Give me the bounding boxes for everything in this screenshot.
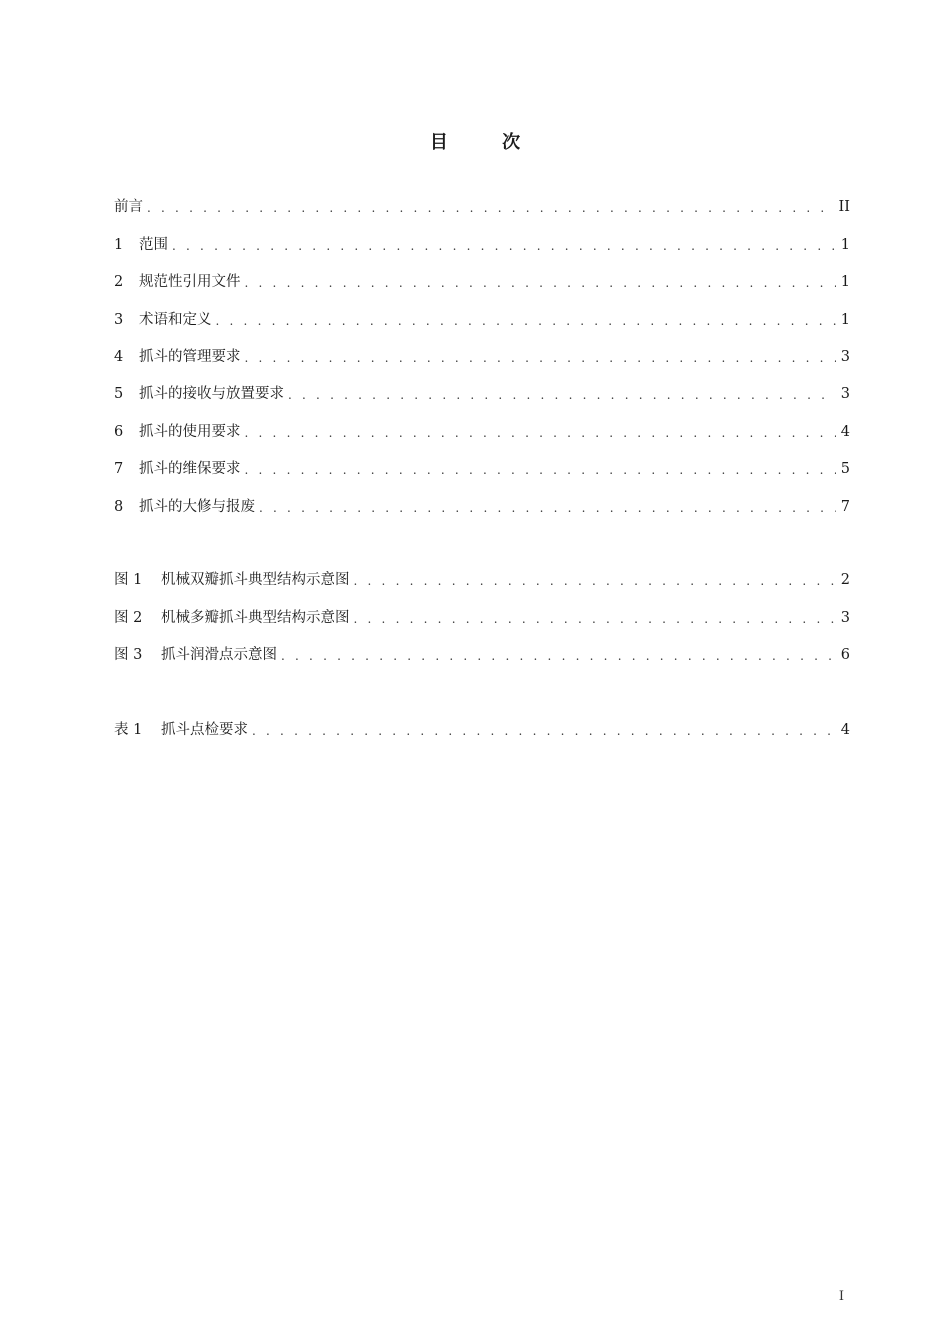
footer-page-number: I (838, 1289, 844, 1304)
toc-leader-dots (172, 237, 836, 255)
toc-entry-page: 3 (840, 386, 850, 403)
toc-entry-page: 6 (840, 647, 850, 664)
toc-title: 目 次 (429, 132, 545, 153)
toc-entry-number: 表 1 (114, 722, 143, 739)
toc-leader-dots (245, 274, 837, 292)
toc-leader-dots (245, 349, 837, 367)
toc-entry-page: 7 (840, 498, 850, 515)
toc-entry-label: 前言 (114, 199, 143, 216)
toc-entry-page: 1 (840, 236, 850, 253)
toc-entry-number: 8 (114, 498, 124, 515)
toc-leader-dots (245, 424, 837, 442)
toc-leader-dots (147, 199, 835, 217)
toc-figures (114, 553, 850, 665)
toc-entry-page: 1 (840, 274, 850, 291)
toc-entry-foreword[interactable] (114, 180, 850, 217)
toc-entry-figure-2[interactable] (114, 590, 850, 627)
toc-entry-label: 范围 (139, 236, 168, 253)
toc-leader-dots (259, 499, 836, 517)
toc-entry-label: 抓斗润滑点示意图 (161, 647, 277, 664)
toc-leader-dots (216, 312, 837, 330)
toc-entry-label: 抓斗点检要求 (161, 722, 248, 739)
toc-entry-section-8[interactable] (114, 479, 850, 516)
toc-entry-label: 规范性引用文件 (139, 274, 241, 291)
toc-entry-table-1[interactable] (114, 703, 850, 740)
toc-entry-page: 4 (840, 722, 850, 739)
toc-entry-number: 6 (114, 423, 124, 440)
toc-entry-number: 图 3 (114, 647, 143, 664)
toc-entry-section-2[interactable] (114, 255, 850, 292)
toc-tables (114, 703, 850, 740)
toc-entry-page: 5 (840, 461, 850, 478)
toc-entry-section-6[interactable] (114, 404, 850, 441)
toc-leader-dots (252, 722, 836, 740)
toc-leader-dots (354, 572, 837, 590)
toc-entry-number: 2 (114, 274, 124, 291)
toc-entry-page: 2 (840, 572, 850, 589)
toc-entry-number: 4 (114, 348, 124, 365)
toc-entry-section-5[interactable] (114, 367, 850, 404)
toc-entry-figure-3[interactable] (114, 628, 850, 665)
toc-entry-page: 3 (840, 609, 850, 626)
toc-entry-label: 抓斗的使用要求 (139, 423, 241, 440)
toc-entry-page: II (838, 199, 850, 216)
toc-entry-section-7[interactable] (114, 442, 850, 479)
toc-entry-number: 图 2 (114, 609, 143, 626)
toc-entry-section-1[interactable] (114, 217, 850, 254)
toc-entry-label: 抓斗的管理要求 (139, 348, 241, 365)
toc-leader-dots (281, 647, 836, 665)
toc-entry-label: 抓斗的大修与报废 (139, 498, 255, 515)
toc-leader-dots (288, 386, 836, 404)
toc-entry-page: 1 (840, 311, 850, 328)
toc-entry-page: 3 (840, 348, 850, 365)
toc-leader-dots (245, 461, 837, 479)
toc-entry-label: 抓斗的维保要求 (139, 461, 241, 478)
toc-entry-page: 4 (840, 423, 850, 440)
toc-entry-number: 1 (114, 236, 124, 253)
toc-entry-label: 术语和定义 (139, 311, 212, 328)
toc-sections (114, 180, 850, 517)
toc-entry-section-3[interactable] (114, 292, 850, 329)
toc-entry-label: 抓斗的接收与放置要求 (139, 386, 284, 403)
toc-entry-number: 图 1 (114, 572, 143, 589)
toc-entry-section-4[interactable] (114, 330, 850, 367)
toc-entry-number: 3 (114, 311, 124, 328)
toc-entry-number: 7 (114, 461, 124, 478)
toc-leader-dots (354, 610, 837, 628)
toc-entry-figure-1[interactable] (114, 553, 850, 590)
toc-entry-label: 机械多瓣抓斗典型结构示意图 (161, 609, 350, 626)
toc-entry-number: 5 (114, 386, 124, 403)
toc-entry-label: 机械双瓣抓斗典型结构示意图 (161, 572, 350, 589)
